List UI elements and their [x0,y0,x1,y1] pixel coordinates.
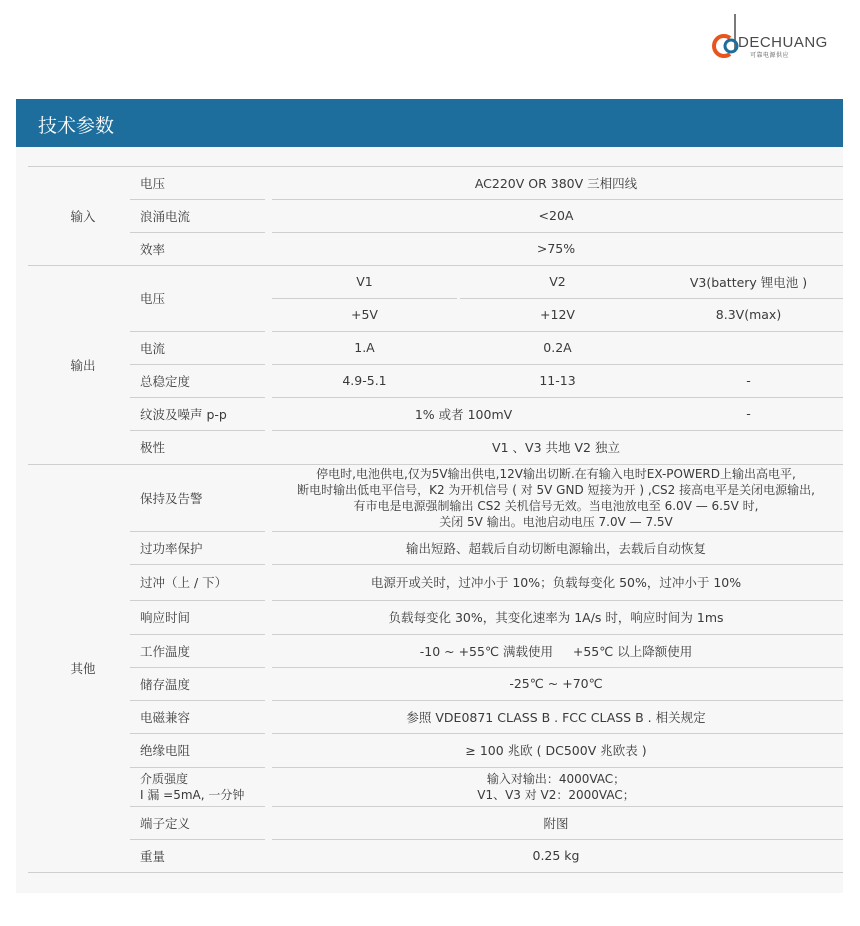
value-storage-temp: -25℃ ~ +70℃ [509,676,603,691]
value-efficiency: >75% [536,241,576,256]
dielectric-value-line: 输入对输出：4000VAC； [486,771,626,786]
label-surge-current: 浪涌电流 [140,208,191,224]
label-overshoot: 过冲（上 / 下） [140,575,228,590]
label-efficiency: 效率 [140,241,166,257]
label-output-current: 电流 [140,340,166,356]
value-overshoot: 电源开或关时，过冲小于 10%；负载每变化 50%，过冲小于 10% [370,575,742,590]
hold-line: 关闭 5V 输出。电池启动电压 7.0V — 7.5V [439,514,673,529]
section-header [16,99,843,147]
label-insulation: 绝缘电阻 [140,743,191,758]
brand-name: DECHUANG [738,34,828,51]
value-insulation: ≥ 100 兆欧 ( DC500V 兆欧表 ) [465,743,647,758]
label-operating-temp: 工作温度 [140,643,191,659]
label-hold-alarm: 保持及告警 [140,490,203,506]
header-v1: V1 [356,274,373,289]
value-input-voltage: AC220V OR 380V 三相四线 [474,175,638,191]
label-response-time: 响应时间 [140,610,191,625]
value-v2-voltage: +12V [540,307,575,322]
label-input-voltage: 电压 [140,175,166,191]
value-emc: 参照 VDE0871 CLASS B . FCC CLASS B . 相关规定 [406,709,706,725]
value-surge-current: <20A [538,208,574,223]
value-dielectric [272,767,840,806]
value-weight: 0.25 kg [532,848,580,863]
value-response-time: 负载每变化 30%，其变化速率为 1A/s 时，响应时间为 1ms [388,610,724,625]
label-ripple-noise: 纹波及噪声 p-p [140,406,227,422]
header-v3: V3(battery 锂电池 ) [689,274,808,290]
value-v3-voltage: 8.3V(max) [715,307,782,322]
value-polarity: V1 、V3 共地 V2 独立 [492,440,620,455]
value-v3-regulation: - [746,373,751,388]
value-terminal: 附图 [543,815,569,831]
value-v3-ripple: - [746,406,751,421]
label-dielectric [140,767,270,806]
label-storage-temp: 储存温度 [140,676,191,692]
label-polarity: 极性 [140,440,166,455]
label-output-voltage: 电压 [140,291,166,306]
label-terminal: 端子定义 [140,815,191,831]
value-v12-ripple: 1% 或者 100mV [414,406,513,422]
dielectric-label-line: I 漏 =5mA, 一分钟 [140,787,245,802]
header-v2: V2 [549,274,566,289]
label-emc: 电磁兼容 [140,709,191,725]
group-output: 输出 [70,357,96,373]
dielectric-value-line: V1、V3 对 V2：2000VAC； [477,787,635,802]
brand-subtitle: 可靠电源供应 [750,52,790,59]
value-v1-regulation: 4.9-5.1 [342,373,387,388]
value-operating-temp: -10 ~ +55℃ 满载使用 +55℃ 以上降额使用 [419,643,693,659]
value-v2-regulation: 11-13 [539,373,576,388]
value-v2-current: 0.2A [543,340,572,355]
label-over-power: 过功率保护 [140,540,203,556]
group-other: 其他 [70,661,96,676]
brand-logo [708,12,848,62]
value-hold-alarm [272,464,840,531]
value-over-power: 输出短路、超载后自动切断电源输出，去载后自动恢复 [405,540,706,556]
dielectric-label-line: 介质强度 [140,771,189,786]
value-v1-current: 1.A [354,340,375,355]
hold-line: 断电时输出低电平信号，K2 为开机信号 ( 对 5V GND 短接为开 ) ,CS2 接高电平是关闭电源输出, [297,482,815,497]
value-v1-voltage: +5V [351,307,378,322]
hold-line: 有市电是电源强制输出 CS2 关机信号无效。当电池放电至 6.0V — 6.5V 时, [353,498,759,513]
table-bottom-line [28,872,843,873]
section-title: 技术参数 [38,115,115,137]
group-input: 输入 [70,208,96,224]
hold-line: 停电时,电池供电,仅为5V输出供电,12V输出切断.在有输入电时EX-POWERD上输出高电平, [316,466,796,481]
label-weight: 重量 [140,848,166,864]
label-regulation: 总稳定度 [140,373,191,389]
